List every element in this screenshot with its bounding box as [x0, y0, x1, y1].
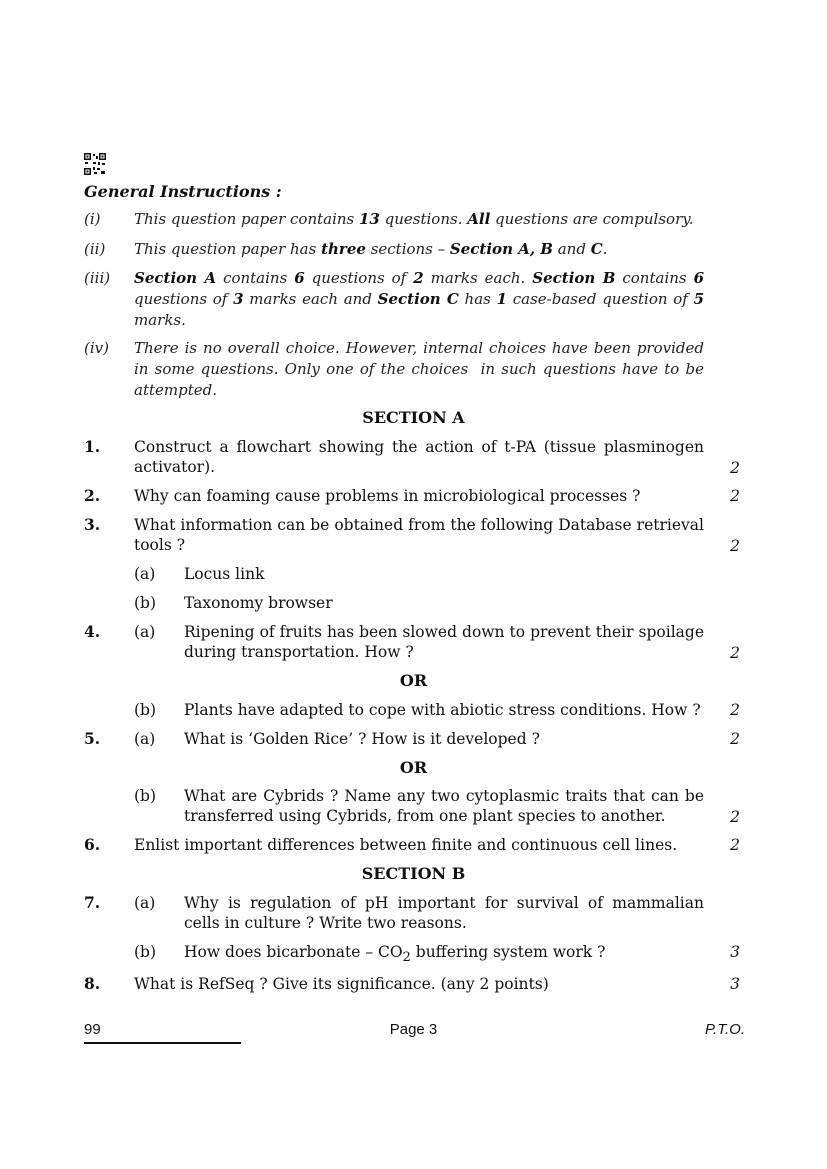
instruction-text: This question paper contains 13 questions. All questions are compulsory. — [134, 210, 694, 228]
general-instructions-title: General Instructions : — [84, 182, 282, 201]
marks: 2 — [730, 459, 740, 477]
instruction-item — [84, 268, 704, 331]
instruction-item — [84, 239, 704, 260]
page-number: Page 3 — [389, 1021, 438, 1038]
sub-question-text: Taxonomy browser — [184, 594, 333, 612]
question-number: 8. — [84, 974, 101, 993]
instruction-item — [84, 338, 704, 401]
question-number: 4. — [84, 622, 101, 641]
instruction-text: This question paper has three sections – Section A, B and C. — [134, 240, 608, 258]
sub-label: (b) — [134, 787, 157, 805]
sub-question-text: How does bicarbonate – $CO_2$ buffering system work ? — [184, 943, 606, 966]
sub-question-text: What are Cybrids ? Name any two cytoplasmic traits that can be transferred using Cybrids, from one plant species to another. — [184, 787, 704, 825]
question-number: 2. — [84, 486, 101, 505]
pto-label: P.T.O. — [704, 1021, 745, 1038]
instruction-item — [84, 209, 704, 230]
instruction-text: There is no overall choice. However, internal choices have been provided in some questions. Only one of the choices in such questions have to be attempted. — [134, 339, 704, 399]
section-a-heading: SECTION A — [362, 408, 465, 427]
instruction-number: (i) — [84, 210, 101, 228]
question-text: What information can be obtained from the following Database retrieval tools ? — [134, 516, 704, 554]
marks: 2 — [730, 487, 740, 505]
question-number: 7. — [84, 893, 101, 912]
marks: 2 — [730, 644, 740, 662]
marks: 2 — [730, 730, 740, 748]
question-number: 3. — [84, 515, 101, 534]
instruction-text: Section A contains 6 questions of 2 marks each. Section B contains 6 questions of 3 marks each and Section C has 1 case-based question of 5 marks. — [134, 269, 705, 329]
sub-label: (b) — [134, 594, 157, 612]
sub-question-text: Why is regulation of pH important for survival of mammalian cells in culture ? Write two reasons. — [184, 894, 704, 932]
or-divider: OR — [399, 758, 428, 777]
sub-label: (b) — [134, 943, 157, 961]
sub-label: (a) — [134, 623, 156, 641]
question-text: Enlist important differences between finite and continuous cell lines. — [134, 836, 678, 854]
qr-code-icon — [84, 153, 106, 175]
sub-question-text: Ripening of fruits has been slowed down to prevent their spoilage during transportation. How ? — [184, 623, 704, 661]
question-text: Construct a flowchart showing the action of t-PA (tissue plasminogen activator). — [134, 438, 704, 476]
question-text: What is RefSeq ? Give its significance. (any 2 points) — [134, 975, 549, 993]
marks: 2 — [730, 836, 740, 854]
sub-label: (a) — [134, 730, 156, 748]
marks: 2 — [730, 537, 740, 555]
sub-question-text: What is ‘Golden Rice’ ? How is it developed ? — [184, 730, 540, 748]
instruction-number: (iii) — [84, 269, 111, 287]
footer-underline — [84, 1042, 241, 1044]
marks: 3 — [730, 975, 740, 993]
marks: 3 — [730, 943, 740, 961]
section-b-heading: SECTION B — [361, 864, 466, 883]
question-number: 5. — [84, 729, 101, 748]
sub-label: (b) — [134, 701, 157, 719]
marks: 2 — [730, 808, 740, 826]
sub-label: (a) — [134, 894, 156, 912]
question-number: 6. — [84, 835, 101, 854]
question-number: 1. — [84, 437, 101, 456]
question-text: Why can foaming cause problems in microbiological processes ? — [134, 487, 641, 505]
sub-question-text: Plants have adapted to cope with abiotic stress conditions. How ? — [184, 701, 701, 719]
sub-question-text: Locus link — [184, 565, 265, 583]
marks: 2 — [730, 701, 740, 719]
sub-label: (a) — [134, 565, 156, 583]
instruction-number: (ii) — [84, 240, 106, 258]
or-divider: OR — [399, 671, 428, 690]
paper-code: 99 — [84, 1021, 101, 1038]
instruction-number: (iv) — [84, 339, 109, 357]
